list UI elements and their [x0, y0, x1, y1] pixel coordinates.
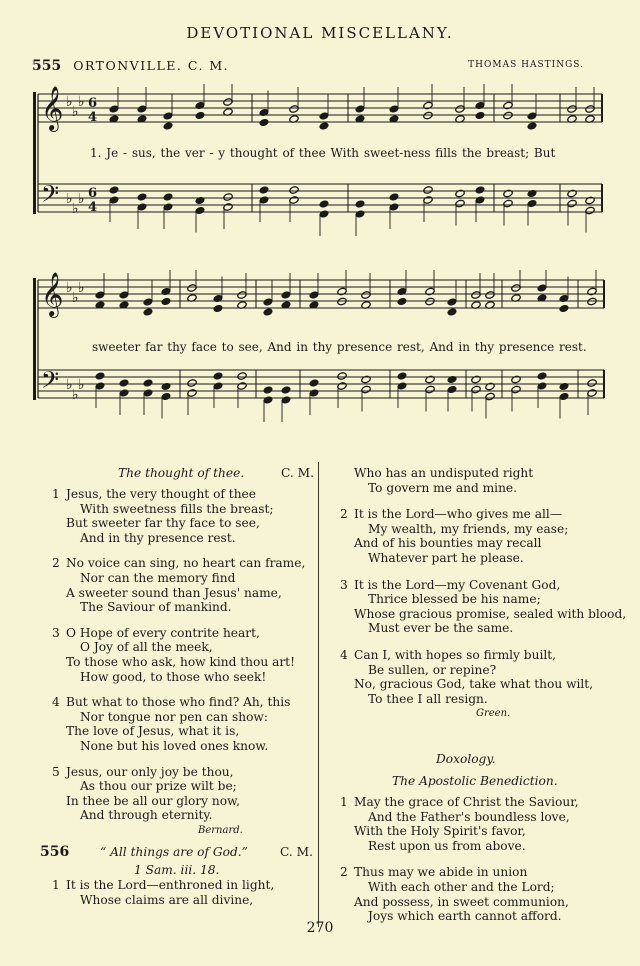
- flat-icon: ♭: [78, 191, 85, 207]
- hymn-556-meter: C. M.: [280, 845, 313, 860]
- note-head: [397, 372, 407, 381]
- note-head: [163, 193, 173, 202]
- hymn-556-stanza-4: 4 Can I, with hopes so firmly built, Be sullen, or repine? No, gracious God, take what thou wilt, To thee I all resign.: [340, 647, 594, 706]
- stanza-4: 4 But what to those who find? Ah, this Nor tongue nor pen can show: The love of Jesus, what it is, None but his loved ones know.: [52, 695, 291, 753]
- attribution-bernard: Bernard.: [198, 824, 243, 836]
- note-head: [425, 297, 435, 306]
- hymn-556-stanza-1-cont: Who has an undisputed right To govern me and mine.: [354, 466, 534, 495]
- note-head: [195, 111, 205, 120]
- note-head: [309, 379, 319, 388]
- note-head: [537, 372, 547, 381]
- note-head: [237, 372, 247, 381]
- note-head: [527, 122, 537, 131]
- note-head: [161, 382, 171, 391]
- treble-clef-icon: 𝄞: [41, 272, 64, 316]
- doxology-stanza-2: 2 Thus may we abide in union With each other and the Lord; And possess, in sweet communion, Joys which earth cannot afford.: [340, 865, 569, 924]
- note-head: [213, 304, 223, 313]
- running-head: DEVOTIONAL MISCELLANY.: [186, 24, 454, 42]
- note-head: [161, 297, 171, 306]
- composer: THOMAS HASTINGS.: [468, 60, 584, 70]
- music-system-1: [32, 84, 612, 244]
- flat-icon: ♭: [72, 201, 79, 217]
- hymn-556-stanza-3: 3 It is the Lord—my Covenant God, Thrice blessed be his name; Whose gracious promise, sealed with blood, Must ever be the same.: [340, 577, 627, 636]
- lyrics-line-2: sweeter far thy face to see, And in thy presence rest, And in thy presence rest.: [92, 340, 587, 354]
- note-head: [503, 111, 513, 120]
- time-sig: 4: [88, 200, 98, 215]
- scripture-reference: 1 Sam. iii. 18.: [134, 863, 220, 878]
- note-head: [263, 386, 273, 395]
- note-head: [559, 382, 569, 391]
- note-head: [263, 308, 273, 317]
- note-head: [455, 189, 465, 198]
- flat-icon: ♭: [66, 191, 73, 207]
- note-head: [447, 308, 457, 317]
- left-column: [40, 466, 314, 907]
- note-head: [195, 196, 205, 205]
- note-head: [485, 382, 495, 391]
- note-head: [511, 375, 521, 384]
- note-head: [559, 304, 569, 313]
- flat-icon: ♭: [66, 280, 73, 296]
- stanza-5: 5 Jesus, our only joy be thou, As thou our prize wilt be; In thee be all our glory now, And through eternity.: [52, 764, 240, 823]
- note-head: [319, 200, 329, 209]
- note-head: [355, 200, 365, 209]
- lyrics-line-1: 1. Je - sus, the ver - y thought of thee With sweet-ness fills the breast; But: [90, 146, 556, 160]
- hymn-meter: C. M.: [281, 466, 314, 480]
- hymn-556-heading: [40, 844, 313, 863]
- bass-clef-icon: 𝄢: [41, 366, 60, 399]
- note-head: [223, 193, 233, 202]
- note-head: [259, 118, 269, 127]
- note-head: [587, 379, 597, 388]
- note-head: [423, 186, 433, 195]
- note-head: [143, 308, 153, 317]
- hymn-title: The thought of thee.: [118, 466, 245, 480]
- note-head: [337, 372, 347, 381]
- note-head: [397, 297, 407, 306]
- flat-icon: ♭: [66, 94, 73, 110]
- note-head: [471, 375, 481, 384]
- doxology-stanza-1: 1 May the grace of Christ the Saviour, And the Father's boundless love, With the Holy Spirit's favor, Rest upon us from above.: [340, 795, 579, 853]
- stanza-2: 2 No voice can sing, no heart can frame, Nor can the memory find A sweeter sound than Jesus' name, The Saviour of mankind.: [52, 556, 306, 615]
- page-number: 270: [306, 920, 334, 936]
- note-head: [319, 122, 329, 131]
- note-head: [389, 193, 399, 202]
- right-column: [340, 466, 627, 924]
- note-head: [527, 189, 537, 198]
- note-head: [503, 189, 513, 198]
- note-head: [567, 189, 577, 198]
- brace: [33, 92, 36, 214]
- tune-name: ORTONVILLE. C. M.: [73, 58, 230, 73]
- flat-icon: ♭: [78, 94, 85, 110]
- flat-icon: ♭: [78, 280, 85, 296]
- note-head: [337, 297, 347, 306]
- brace: [33, 278, 36, 400]
- note-head: [95, 372, 105, 381]
- hymn-556-stanza-1: 1 It is the Lord—enthroned in light, Whose claims are all divine,: [52, 878, 275, 907]
- note-head: [143, 379, 153, 388]
- hymn-number-556: 556: [40, 844, 70, 861]
- note-head: [187, 379, 197, 388]
- note-head: [361, 375, 371, 384]
- flat-icon: ♭: [72, 290, 79, 306]
- doxology-heading: Doxology.: [436, 751, 496, 766]
- note-head: [289, 186, 299, 195]
- flat-icon: ♭: [72, 387, 79, 403]
- time-sig: 6: [88, 186, 98, 201]
- note-head: [587, 297, 597, 306]
- note-head: [163, 122, 173, 131]
- column-divider: [318, 462, 319, 927]
- note-head: [447, 375, 457, 384]
- bass-clef-icon: 𝄢: [41, 180, 60, 213]
- tune-header: [32, 58, 584, 74]
- stanza-3: 3 O Hope of every contrite heart, O Joy of all the meek, To those who ask, how kind thou art! How good, to those who seek!: [52, 625, 295, 684]
- treble-clef-icon: 𝄞: [41, 86, 64, 130]
- note-head: [259, 186, 269, 195]
- note-head: [109, 186, 119, 195]
- time-sig: 6: [88, 96, 98, 111]
- doxology-subheading: The Apostolic Benediction.: [392, 773, 558, 788]
- stanza-1: 1 Jesus, the very thought of thee With sweetness fills the breast; But sweeter far thy face to see, And in thy presence rest.: [52, 487, 274, 545]
- note-head: [119, 379, 129, 388]
- hymn-number: 555: [32, 58, 62, 74]
- note-head: [281, 386, 291, 395]
- note-head: [475, 111, 485, 120]
- hymn-556-title: “ All things are of God.”: [100, 845, 248, 860]
- flat-icon: ♭: [72, 104, 79, 120]
- attribution-green: Green.: [476, 708, 511, 720]
- note-head: [213, 372, 223, 381]
- time-sig: 4: [88, 110, 98, 125]
- flat-icon: ♭: [66, 377, 73, 393]
- hymn-556-stanza-2: 2 It is the Lord—who gives me all— My wealth, my friends, my ease; And of his bounties may recall Whatever part he please.: [340, 507, 569, 565]
- note-head: [585, 196, 595, 205]
- flat-icon: ♭: [78, 377, 85, 393]
- note-head: [425, 375, 435, 384]
- note-head: [475, 186, 485, 195]
- hymn-555-heading: [52, 466, 314, 482]
- note-head: [137, 193, 147, 202]
- bass-staff: [38, 184, 602, 212]
- note-head: [423, 111, 433, 120]
